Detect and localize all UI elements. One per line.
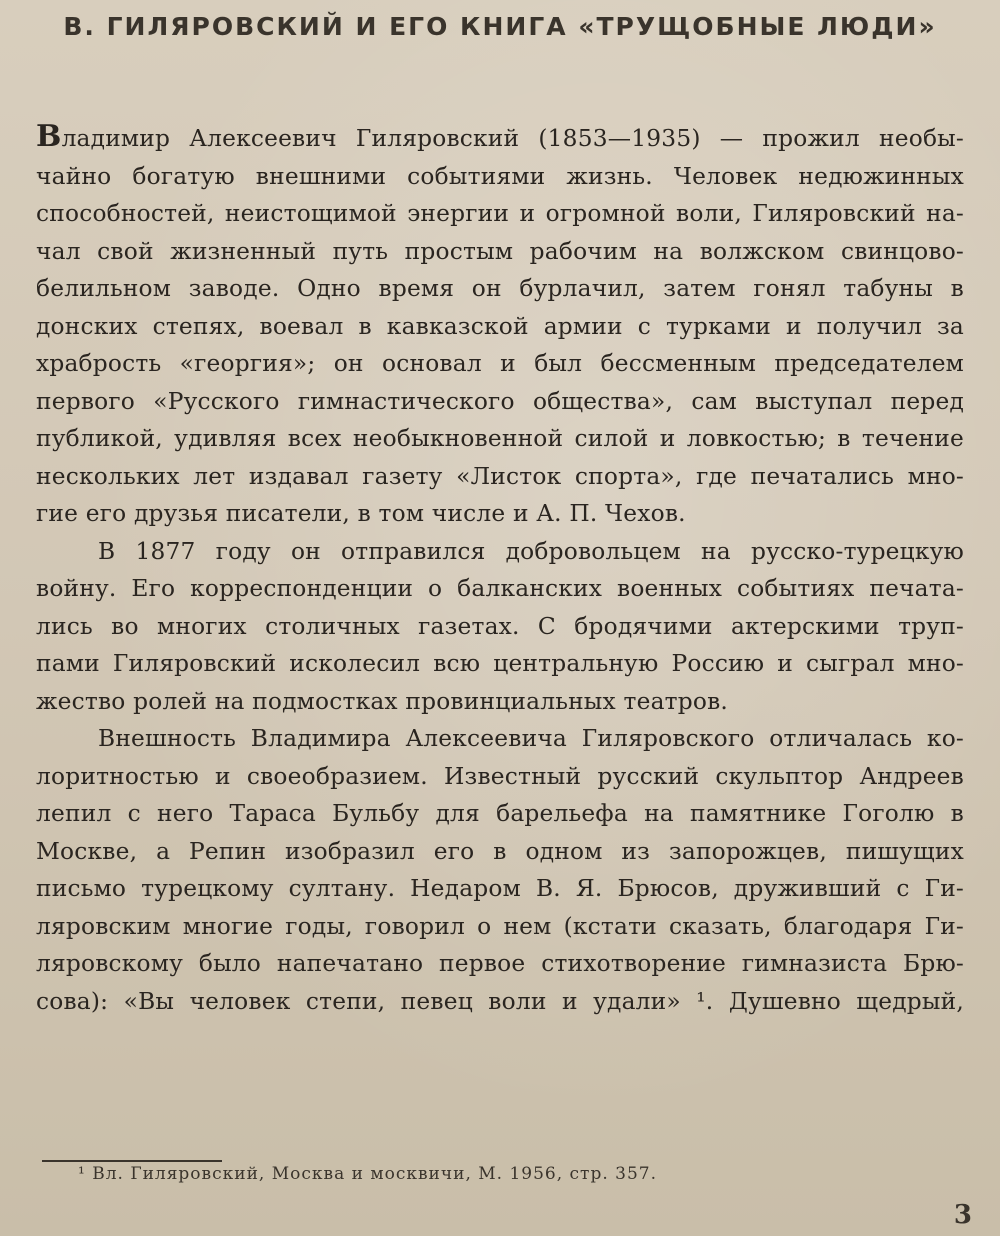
paragraph-3 xyxy=(36,720,964,1020)
text-line: Владимир Алексеевич Гиляровский (1853—1935) — прожил необы- xyxy=(36,119,964,154)
text-line: ляровским многие годы, говорил о нем (кстати сказать, благодаря Ги- xyxy=(36,912,964,940)
text-line: Москве, а Репин изобразил его в одном из запорожцев, пишущих xyxy=(36,837,964,865)
text-line: В 1877 году он отправился добровольцем на русско-турецкую xyxy=(98,537,964,565)
paragraph-1 xyxy=(36,118,964,533)
text-line: храбрость «георгия»; он основал и был бессменным председателем xyxy=(36,350,964,377)
page-title: В. ГИЛЯРОВСКИЙ И ЕГО КНИГА «ТРУЩОБНЫЕ ЛЮДИ» xyxy=(63,12,937,41)
text-line: лоритностью и своеобразием. Известный русский скульптор Андреев xyxy=(36,762,964,790)
text-line: чайно богатую внешними событиями жизнь. Человек недюжинных xyxy=(36,162,964,190)
footnote: ¹ Вл. Гиляровский, Москва и москвичи, М. 1956, стр. 357. xyxy=(78,1164,657,1184)
footnote-divider xyxy=(42,1160,222,1162)
text-line: лепил с него Тараса Бульбу для барельефа на памятнике Гоголю в xyxy=(36,800,964,827)
text-line: первого «Русского гимнастического общества», сам выступал перед xyxy=(36,387,964,415)
text-line: публикой, удивляя всех необыкновенной силой и ловкостью; в течение xyxy=(36,425,964,452)
text-line: сова): «Вы человек степи, певец воли и удали» ¹. Душевно щедрый, xyxy=(36,987,964,1015)
page-number: 3 xyxy=(953,1200,972,1230)
text-line: нескольких лет издавал газету «Листок спорта», где печатались мно- xyxy=(36,462,964,490)
text-line: способностей, неистощимой энергии и огромной воли, Гиляровский на- xyxy=(36,200,964,227)
text-line: пами Гиляровский исколесил всю центральную Россию и сыграл мно- xyxy=(36,650,964,677)
text-line: ляровскому было напечатано первое стихотворение гимназиста Брю- xyxy=(36,950,964,977)
body-text xyxy=(36,118,964,1020)
text-line: лись во многих столичных газетах. С бродячими актерскими труп- xyxy=(36,612,964,640)
text-line: жество ролей на подмостках провинциальных театров. xyxy=(36,687,729,715)
paragraph-2 xyxy=(36,533,964,721)
text-line: письмо турецкому султану. Недаром В. Я. Брюсов, друживший с Ги- xyxy=(36,875,964,902)
text-line: войну. Его корреспонденции о балканских военных событиях печата- xyxy=(36,575,964,602)
text-line: донских степях, воевал в кавказской армии с турками и получил за xyxy=(36,312,964,340)
text-line: гие его друзья писатели, в том числе и А. П. Чехов. xyxy=(36,500,686,527)
text-line: белильном заводе. Одно время он бурлачил, затем гонял табуны в xyxy=(36,275,964,302)
text-line: чал свой жизненный путь простым рабочим на волжском свинцово- xyxy=(36,237,964,265)
text-line: Внешность Владимира Алексеевича Гиляровского отличалась ко- xyxy=(98,725,964,752)
